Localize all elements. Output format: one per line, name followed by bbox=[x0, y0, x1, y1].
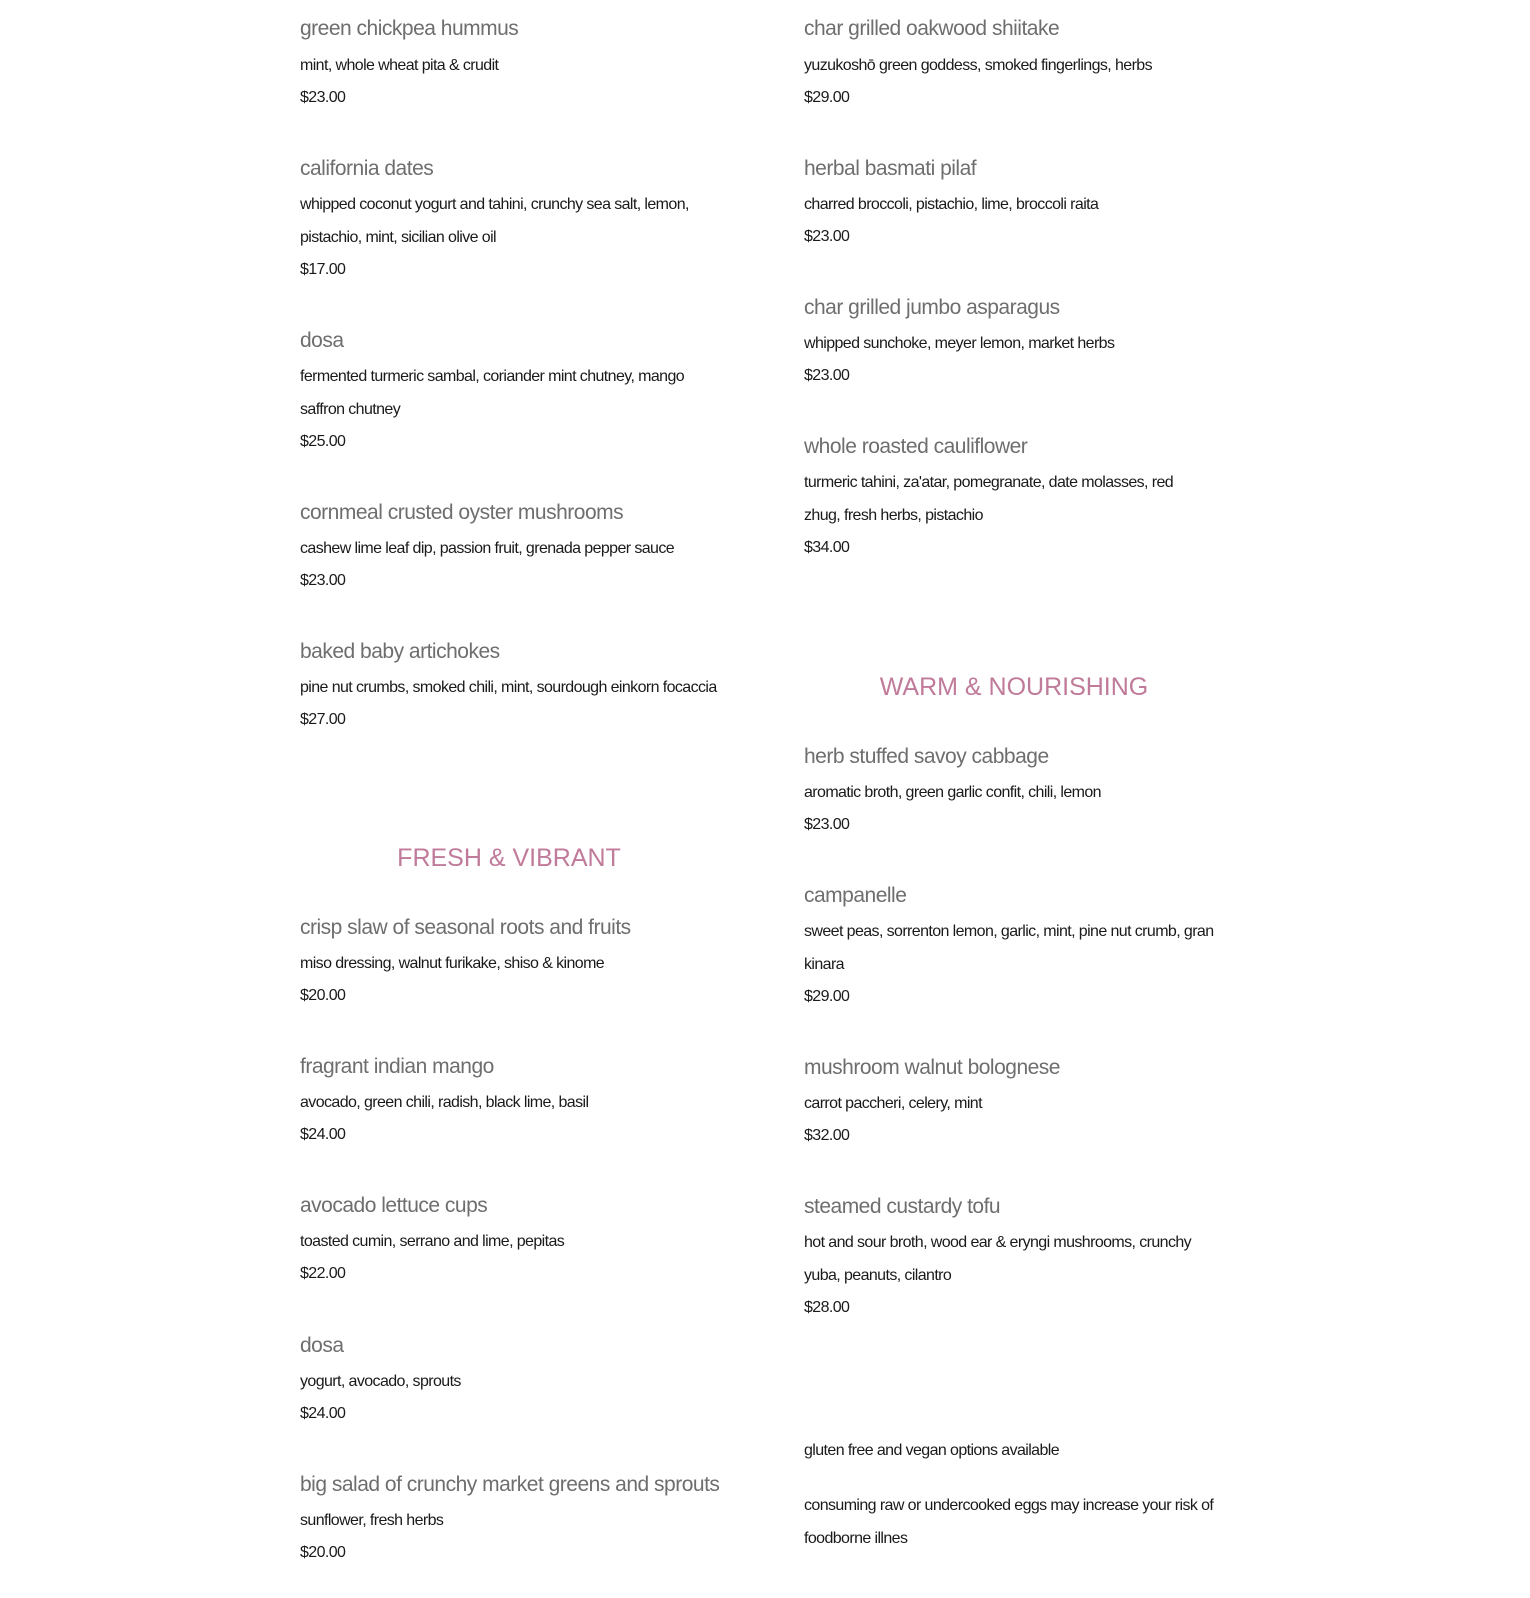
menu-item-description: sweet peas, sorrenton lemon, garlic, mint, pine nut crumb, gran kinara bbox=[804, 923, 1214, 973]
menu-item-name: char grilled jumbo asparagus bbox=[804, 296, 1060, 319]
menu-item-price: $23.00 bbox=[300, 572, 346, 589]
menu-item-price: $27.00 bbox=[300, 711, 346, 728]
menu-item-name: herb stuffed savoy cabbage bbox=[804, 745, 1049, 768]
menu-item-description: yuzukoshō green goddess, smoked fingerlings, herbs bbox=[804, 57, 1153, 74]
menu-item-name: baked baby artichokes bbox=[300, 640, 500, 663]
menu-item-description: mint, whole wheat pita & crudit bbox=[300, 57, 499, 74]
menu-item-description: whipped coconut yogurt and tahini, crunchy sea salt, lemon, pistachio, mint, sicilian olive oil bbox=[300, 196, 689, 246]
menu-item-name: california dates bbox=[300, 157, 434, 180]
menu-item-name: dosa bbox=[300, 1334, 344, 1357]
menu-item-price: $20.00 bbox=[300, 987, 346, 1004]
menu-item-price: $23.00 bbox=[804, 367, 850, 384]
menu-item-description: charred broccoli, pistachio, lime, broccoli raita bbox=[804, 196, 1099, 213]
menu-item-price: $28.00 bbox=[804, 1299, 850, 1316]
menu-item-description: hot and sour broth, wood ear & eryngi mushrooms, crunchy yuba, peanuts, cilantro bbox=[804, 1234, 1192, 1284]
menu-item-price: $22.00 bbox=[300, 1265, 346, 1282]
menu-item-price: $17.00 bbox=[300, 261, 346, 278]
menu-item-name: avocado lettuce cups bbox=[300, 1194, 488, 1217]
menu-item-description: miso dressing, walnut furikake, shiso & kinome bbox=[300, 955, 605, 972]
menu-item-price: $32.00 bbox=[804, 1127, 850, 1144]
menu-item-name: herbal basmati pilaf bbox=[804, 157, 977, 180]
menu-item-price: $25.00 bbox=[300, 433, 346, 450]
menu-item-name: cornmeal crusted oyster mushrooms bbox=[300, 501, 624, 524]
menu-item-name: big salad of crunchy market greens and sprouts bbox=[300, 1473, 720, 1496]
menu-item-name: steamed custardy tofu bbox=[804, 1195, 1001, 1218]
menu-item-name: mushroom walnut bolognese bbox=[804, 1056, 1060, 1079]
menu-item-name: campanelle bbox=[804, 884, 907, 907]
menu-item-price: $23.00 bbox=[804, 228, 850, 245]
menu-item-description: turmeric tahini, za'atar, pomegranate, date molasses, red zhug, fresh herbs, pistachio bbox=[804, 474, 1174, 524]
menu-item-name: fragrant indian mango bbox=[300, 1055, 494, 1078]
menu-item-description: pine nut crumbs, smoked chili, mint, sourdough einkorn focaccia bbox=[300, 679, 717, 696]
menu-item-description: avocado, green chili, radish, black lime, basil bbox=[300, 1094, 589, 1111]
menu-item-price: $29.00 bbox=[804, 89, 850, 106]
menu-item-description: yogurt, avocado, sprouts bbox=[300, 1373, 461, 1390]
menu-item-price: $23.00 bbox=[300, 89, 346, 106]
menu-item-price: $29.00 bbox=[804, 988, 850, 1005]
menu-item-name: dosa bbox=[300, 329, 344, 352]
menu-item-description: cashew lime leaf dip, passion fruit, grenada pepper sauce bbox=[300, 540, 675, 557]
menu-item-price: $24.00 bbox=[300, 1405, 346, 1422]
health-disclaimer: consuming raw or undercooked eggs may increase your risk of foodborne illnes bbox=[804, 1497, 1214, 1547]
menu-item-price: $34.00 bbox=[804, 539, 850, 556]
menu-item-description: fermented turmeric sambal, coriander mint chutney, mango saffron chutney bbox=[300, 368, 685, 418]
menu-item-name: char grilled oakwood shiitake bbox=[804, 17, 1060, 40]
dietary-note: gluten free and vegan options available bbox=[804, 1442, 1060, 1459]
menu-item-name: crisp slaw of seasonal roots and fruits bbox=[300, 916, 631, 939]
menu-item-description: toasted cumin, serrano and lime, pepitas bbox=[300, 1233, 565, 1250]
menu-item-price: $23.00 bbox=[804, 816, 850, 833]
section-heading: WARM & NOURISHING bbox=[879, 673, 1149, 701]
menu-item-name: whole roasted cauliflower bbox=[804, 435, 1028, 458]
menu-item-name: green chickpea hummus bbox=[300, 17, 519, 40]
menu-item-description: carrot paccheri, celery, mint bbox=[804, 1095, 982, 1112]
menu-item-price: $24.00 bbox=[300, 1126, 346, 1143]
menu-item-description: sunflower, fresh herbs bbox=[300, 1512, 444, 1529]
menu-item-price: $20.00 bbox=[300, 1544, 346, 1561]
menu-item-description: aromatic broth, green garlic confit, chili, lemon bbox=[804, 784, 1101, 801]
menu-item-description: whipped sunchoke, meyer lemon, market herbs bbox=[804, 335, 1115, 352]
section-heading: FRESH & VIBRANT bbox=[397, 844, 621, 872]
